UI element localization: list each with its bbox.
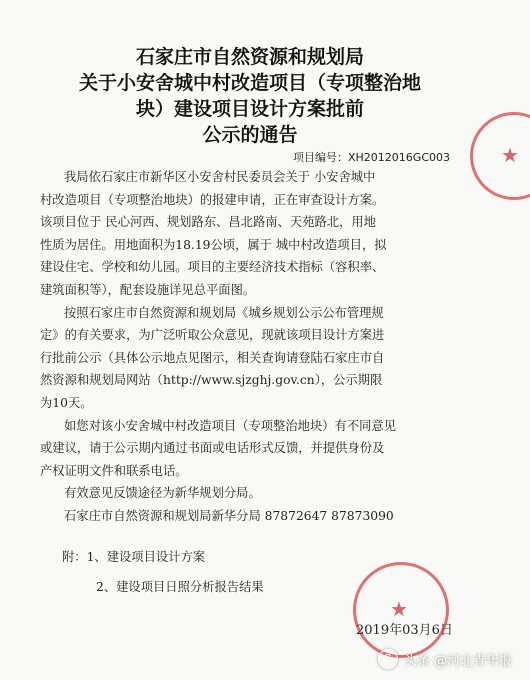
notice-body <box>40 166 450 528</box>
title-line: 公示的通告 <box>202 124 298 146</box>
body-line: 性质为居住。用地面积为18.19公顷，属于 城中村改造项目，拟 <box>40 237 387 252</box>
body-line: 或建议，请于公示期内通过书面或电话形式反馈，并提供身份及 <box>40 441 385 456</box>
source-watermark <box>378 648 512 670</box>
notice-title <box>40 44 460 148</box>
title-line: 块）建设项目设计方案批前 <box>135 98 364 120</box>
attachment-item: 2、建设项目日照分析报告结果 <box>96 580 264 594</box>
body-line-website: 然资源和规划局网站（http://www.sjzghj.gov.cn），公示期限 <box>40 373 383 388</box>
notice-date: 2019年03月6日 <box>356 623 453 638</box>
body-line: 产权证明文件和联系电话。 <box>40 463 188 478</box>
body-line: 为10天。 <box>40 395 93 410</box>
toutiao-logo-icon <box>378 649 398 669</box>
project-code: 项目编号：XH2012016GC003 <box>293 151 450 164</box>
body-line: 行批前公示（具体公示地点见图示，相关查询请登陆石家庄市自 <box>40 350 385 365</box>
body-line: 村改造项目（专项整治地块）的报建申请，正在审查设计方案。 <box>40 192 385 207</box>
body-line: 该项目位于 民心河西、规划路东、昌北路南、天苑路北，用地 <box>40 215 376 230</box>
attachments <box>62 542 264 602</box>
seal-star-icon: ★ <box>501 143 519 167</box>
official-seal <box>353 562 449 658</box>
body-line: 按照石家庄市自然资源和规划局《城乡规划公示公布管理规 <box>64 305 384 320</box>
body-line: 我局依石家庄市新华区小安舍村民委员会关于 小安舍城中 <box>64 170 376 184</box>
body-line: 定》的有关要求，为广泛听取公众意见，现就该项目设计方案进 <box>40 328 385 343</box>
body-line: 建设住宅、学校和幼儿园。项目的主要经济技术指标（容积率、 <box>40 260 385 275</box>
official-seal <box>470 112 530 200</box>
watermark-text: 头条 @河北青年报 <box>403 653 512 669</box>
title-line: 石家庄市自然资源和规划局 <box>135 46 364 68</box>
body-line: 有效意见反馈途径为新华规划分局。 <box>64 486 261 501</box>
seal-star-icon: ★ <box>390 597 408 621</box>
title-line: 关于小安舍城中村改造项目（专项整治地 <box>78 72 421 94</box>
body-line: 如您对该小安舍城中村改造项目（专项整治地块）有不同意见 <box>64 418 397 433</box>
attachment-item: 附：1、建设项目设计方案 <box>62 550 206 564</box>
body-line: 建筑面积等），配套设施详见总平面图。 <box>40 282 256 297</box>
contact-line: 石家庄市自然资源和规划局新华分局 87872647 87873090 <box>64 508 394 523</box>
